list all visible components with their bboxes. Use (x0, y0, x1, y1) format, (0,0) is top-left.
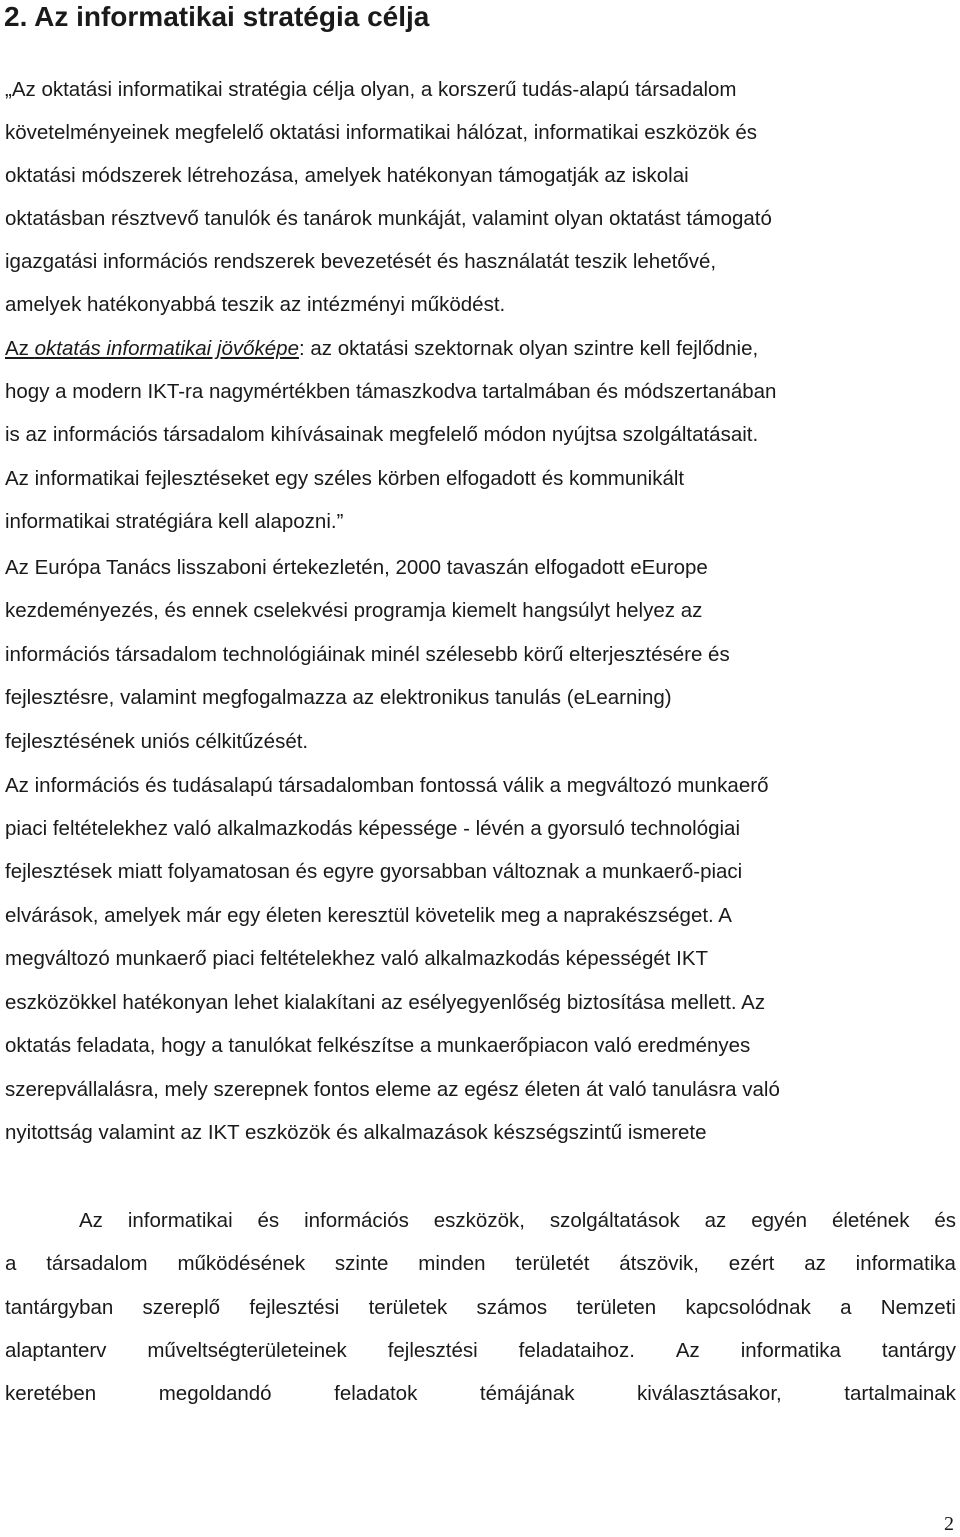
word: ezért (728, 1252, 775, 1275)
word: Az (79, 1209, 103, 1232)
labour-line: fejlesztések miatt folyamatosan és egyre gyorsabban változnak a munkaerő-piaci (5, 860, 743, 883)
vision-line: informatikai stratégiára kell alapozni.” (5, 510, 344, 533)
word: minden (418, 1252, 486, 1275)
quote-line: követelményeinek megfelelő oktatási informatikai hálózat, informatikai eszközök és (5, 121, 758, 144)
vision-line: is az információs társadalom kihívásainak megfelelő módon nyújtsa szolgáltatásait. (5, 423, 759, 446)
word: szinte (334, 1252, 389, 1275)
quote-line: igazgatási információs rendszerek bevezetését és használatát teszik lehetővé, (5, 250, 717, 273)
word: kapcsolódnak (685, 1296, 811, 1319)
nat-line (5, 1251, 956, 1277)
nat-line (79, 1208, 956, 1234)
word: alaptanterv (5, 1339, 107, 1362)
word: műveltségterületeinek (147, 1339, 347, 1362)
labour-line: nyitottság valamint az IKT eszközök és alkalmazások készségszintű ismerete (5, 1121, 707, 1144)
word: területét (515, 1252, 590, 1275)
vision-lead-line (5, 336, 758, 362)
word: tantárgyban (5, 1296, 114, 1319)
word: egyén (751, 1209, 808, 1232)
word: a (840, 1296, 852, 1319)
eeurope-line: fejlesztésének uniós célkitűzését. (5, 730, 309, 753)
word: számos (476, 1296, 548, 1319)
word: az (804, 1252, 826, 1275)
word: területen (576, 1296, 657, 1319)
word: feladataihoz. (518, 1339, 635, 1362)
word: szereplő (142, 1296, 221, 1319)
word: kiválasztásakor, (637, 1382, 782, 1405)
word: tartalmainak (844, 1382, 956, 1405)
quote-line: amelyek hatékonyabbá teszik az intézményi működést. (5, 293, 506, 316)
word: keretében (5, 1382, 97, 1405)
page-title: 2. Az informatikai stratégia célja (4, 1, 430, 32)
quote-line: oktatásban résztvevő tanulók és tanárok munkáját, valamint olyan oktatást támogató (5, 207, 772, 230)
word: az (704, 1209, 727, 1232)
labour-line: oktatás feladata, hogy a tanulókat felkészítse a munkaerőpiacon való eredményes (5, 1034, 751, 1057)
eeurope-line: információs társadalom technológiáinak minél szélesebb körű elterjesztésére és (5, 643, 730, 666)
vision-lead-italic: oktatás informatikai jövőképe (34, 337, 299, 360)
word: szolgáltatások (549, 1209, 680, 1232)
word: fejlesztési (249, 1296, 340, 1319)
word: életének (831, 1209, 910, 1232)
labour-line: megváltozó munkaerő piaci feltételekhez való alkalmazkodás képességét IKT (5, 947, 709, 970)
word: eszközök, (433, 1209, 525, 1232)
word: területek (368, 1296, 448, 1319)
word: átszövik, (619, 1252, 699, 1275)
word: megoldandó (158, 1382, 272, 1405)
word: informatikai (127, 1209, 233, 1232)
eeurope-line: Az Európa Tanács lisszaboni értekezletén, 2000 tavaszán elfogadott eEurope (5, 556, 708, 579)
nat-line (5, 1381, 956, 1407)
nat-line (5, 1338, 956, 1364)
word: Nemzeti (880, 1296, 956, 1319)
quote-line: „Az oktatási informatikai stratégia célja olyan, a korszerű tudás-alapú társadalom (5, 78, 737, 101)
labour-line: szerepvállalásra, mely szerepnek fontos eleme az egész életen át való tanulásra való (5, 1078, 780, 1101)
labour-line: piaci feltételekhez való alkalmazkodás képessége - lévén a gyorsuló technológiai (5, 817, 741, 840)
labour-line: eszközökkel hatékonyan lehet kialakítani az esélyegyenlőség biztosítása mellett. Az (5, 991, 766, 1014)
word: működésének (177, 1252, 306, 1275)
labour-line: Az információs és tudásalapú társadalomban fontossá válik a megváltozó munkaerő (5, 774, 769, 797)
word: feladatok (334, 1382, 418, 1405)
word: a (5, 1252, 17, 1275)
word: informatika (855, 1252, 956, 1275)
eeurope-line: kezdeményezés, és ennek cselekvési programja kiemelt hangsúlyt helyez az (5, 599, 703, 622)
nat-line (5, 1295, 956, 1321)
labour-line: elvárások, amelyek már egy életen keresztül követelik meg a naprakészséget. A (5, 904, 732, 927)
vision-lead-rest: : az oktatási szektornak olyan szintre kell fejlődnie, (298, 337, 759, 360)
vision-lead-plain: Az (5, 337, 35, 360)
word: Az (675, 1339, 700, 1362)
word: és (257, 1209, 280, 1232)
word: tantárgy (881, 1339, 956, 1362)
vision-line: hogy a modern IKT-ra nagymértékben támaszkodva tartalmában és módszertanában (5, 380, 777, 403)
word: társadalom (46, 1252, 148, 1275)
word: információs (304, 1209, 409, 1232)
word: informatika (740, 1339, 841, 1362)
quote-line: oktatási módszerek létrehozása, amelyek hatékonyan támogatják az iskolai (5, 164, 689, 187)
vision-line: Az informatikai fejlesztéseket egy széles körben elfogadott és kommunikált (5, 467, 685, 490)
word: fejlesztési (387, 1339, 478, 1362)
eeurope-line: fejlesztésre, valamint megfogalmazza az elektronikus tanulás (eLearning) (5, 686, 672, 709)
page-number: 2 (944, 1513, 954, 1535)
word: témájának (479, 1382, 575, 1405)
word: és (934, 1209, 956, 1232)
